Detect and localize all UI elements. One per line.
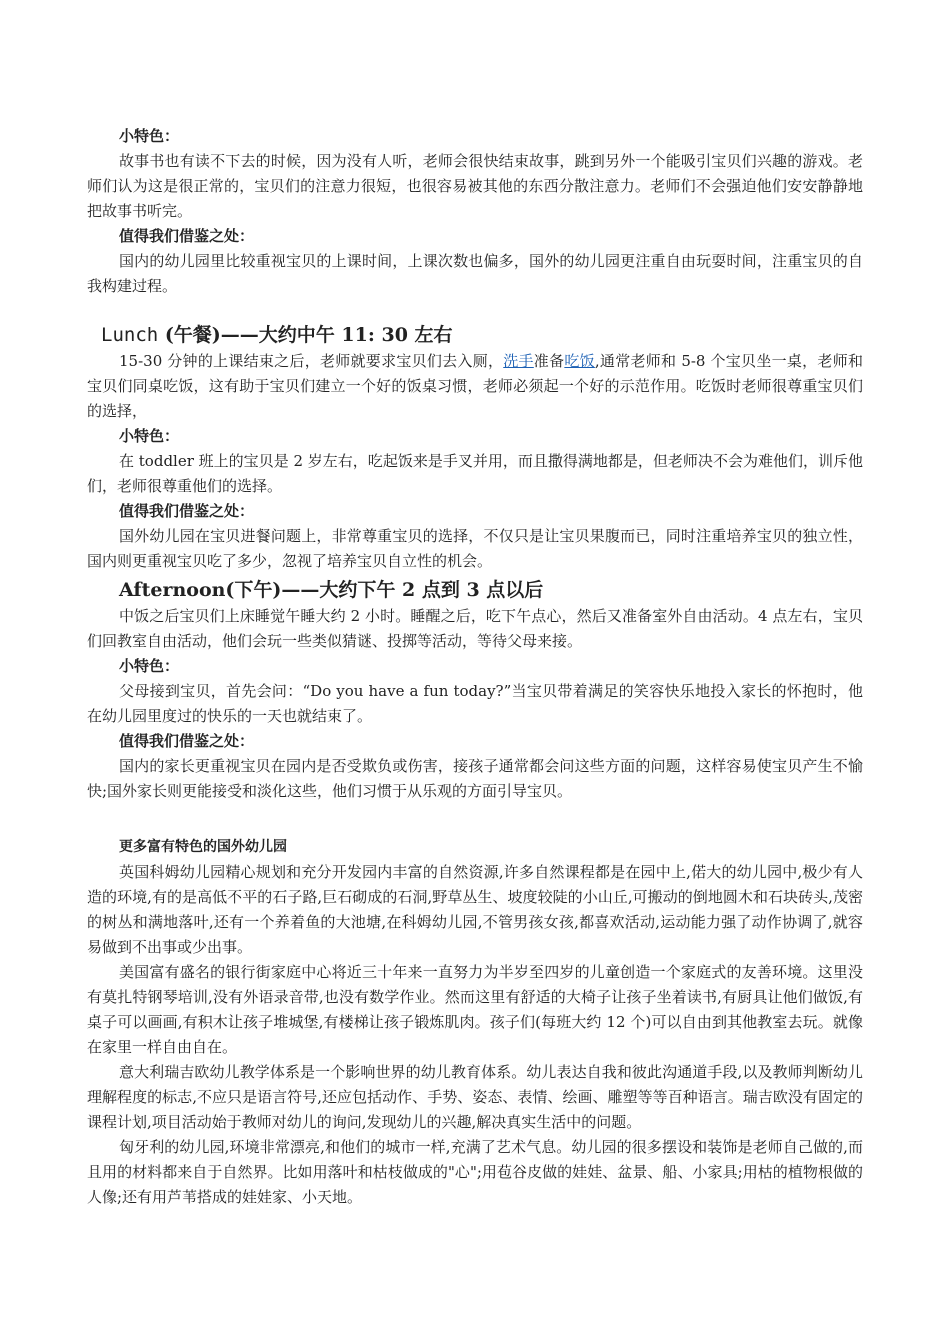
- lunch-intro: [87, 349, 863, 424]
- lunch-feature-text: 在 toddler 班上的宝贝是 2 岁左右，吃起饭来是手叉并用，而且撒得满地都是，但老师决不会为难他们，训斥他们，老师很尊重他们的选择。: [87, 452, 863, 495]
- lunch-intro-before: 15-30 分钟的上课结束之后，老师就要求宝贝们去入厕，: [119, 352, 504, 370]
- afternoon-learn-label: 值得我们借鉴之处：: [119, 732, 255, 750]
- lunch-heading-rest: (午餐)——大约中午 11: 30 左右: [158, 324, 453, 346]
- learn-text: 国内的幼儿园里比较重视宝贝的上课时间，上课次数也偏多，国外的幼儿园更注重自由玩耍时间，注重宝贝的自我构建过程。: [87, 252, 863, 295]
- more-heading: 更多富有特色的国外幼儿园: [119, 839, 287, 855]
- uk-paragraph: 英国科姆幼儿园精心规划和充分开发园内丰富的自然资源,许多自然课程都是在园中上,偌大的幼儿园中,极少有人造的环境,有的是高低不平的石子路,巨石砌成的石洞,野草丛生、坡度较陡的小山丘,可搬动的倒地圆木和石块砖头,茂密的树丛和满地落叶,还有一个养着鱼的大池塘,在科姆幼儿园,不管男孩女孩,都喜欢活动,运动能力强了动作协调了,就容易做到不出事或少出事。: [87, 863, 863, 956]
- feature-text: 故事书也有读不下去的时候，因为没有人听，老师会很快结束故事，跳到另外一个能吸引宝贝们兴趣的游戏。老师们认为这是很正常的，宝贝们的注意力很短，也很容易被其他的东西分散注意力。老师们不会强迫他们安安静静地把故事书听完。: [87, 152, 863, 220]
- us-paragraph: 美国富有盛名的银行街家庭中心将近三十年来一直努力为半岁至四岁的儿童创造一个家庭式的友善环境。这里没有莫扎特钢琴培训,没有外语录音带,也没有数学作业。然而这里有舒适的大椅子让孩子坐着读书,有厨具让他们做饭,有桌子可以画画,有积木让孩子堆城堡,有楼梯让孩子锻炼肌肉。孩子们(每班大约 12 个)可以自由到其他教室去玩。就像在家里一样自由自在。: [87, 963, 863, 1056]
- lunch-learn-text: 国外幼儿园在宝贝进餐问题上，非常尊重宝贝的选择，不仅只是让宝贝果腹而已，同时注重培养宝贝的独立性，国内则更重视宝贝吃了多少，忽视了培养宝贝自立性的机会。: [87, 527, 863, 570]
- wash-hands-link[interactable]: 洗手: [503, 352, 534, 370]
- lunch-intro-mid: 准备: [533, 352, 565, 370]
- afternoon-intro: 中饭之后宝贝们上床睡觉午睡大约 2 小时。睡醒之后，吃下午点心，然后又准备室外自由活动。4 点左右，宝贝们回教室自由活动，他们会玩一些类似猜谜、投掷等活动，等待父母来接。: [87, 607, 863, 650]
- learn-label: 值得我们借鉴之处：: [119, 227, 255, 245]
- italy-paragraph: 意大利瑞吉欧幼儿教学体系是一个影响世界的幼儿教育体系。幼儿表达自我和彼此沟通道手段,以及教师判断幼儿理解程度的标志,不应只是语言符号,还应包括动作、手势、姿态、表情、绘画、雕塑等等百种语言。瑞吉欧没有固定的课程计划,项目活动始于教师对幼儿的询问,发现幼儿的兴趣,解决真实生活中的问题。: [87, 1063, 863, 1131]
- lunch-feature-label: 小特色：: [119, 427, 180, 445]
- eat-meal-link[interactable]: 吃饭: [564, 352, 595, 370]
- feature-label: 小特色：: [119, 127, 180, 145]
- afternoon-feature-text: 父母接到宝贝，首先会问：“Do you have a fun today?”当宝贝带着满足的笑容快乐地投入家长的怀抱时，他在幼儿园里度过的快乐的一天也就结束了。: [87, 682, 863, 725]
- lunch-heading-en: Lunch: [101, 324, 159, 346]
- afternoon-learn-text: 国内的家长更重视宝贝在园内是否受欺负或伤害，接孩子通常都会问这些方面的问题，这样容易使宝贝产生不愉快;国外家长则更能接受和淡化这些，他们习惯于从乐观的方面引导宝贝。: [87, 757, 863, 800]
- afternoon-heading: Afternoon(下午)——大约下午 2 点到 3 点以后: [119, 579, 544, 601]
- lunch-heading: [87, 321, 863, 349]
- afternoon-feature-label: 小特色：: [119, 657, 180, 675]
- hungary-paragraph: 匈牙利的幼儿园,环境非常漂亮,和他们的城市一样,充满了艺术气息。幼儿园的很多摆设和装饰是老师自己做的,而且用的材料都来自于自然界。比如用落叶和枯枝做成的"心";用苞谷皮做的娃娃、盆景、船、小家具;用枯的植物根做的人像;还有用芦苇搭成的娃娃家、小天地。: [87, 1138, 863, 1206]
- lunch-learn-label: 值得我们借鉴之处：: [119, 502, 255, 520]
- lunch-intro-after: ,通常老师和 5-8 个宝贝坐一桌，老师和宝贝们同桌吃饭，这有助于宝贝们建立一个好的饭桌习惯，老师必须起一个好的示范作用。吃饭时老师很尊重宝贝们的选择，: [87, 352, 863, 420]
- document-content: [87, 124, 863, 1210]
